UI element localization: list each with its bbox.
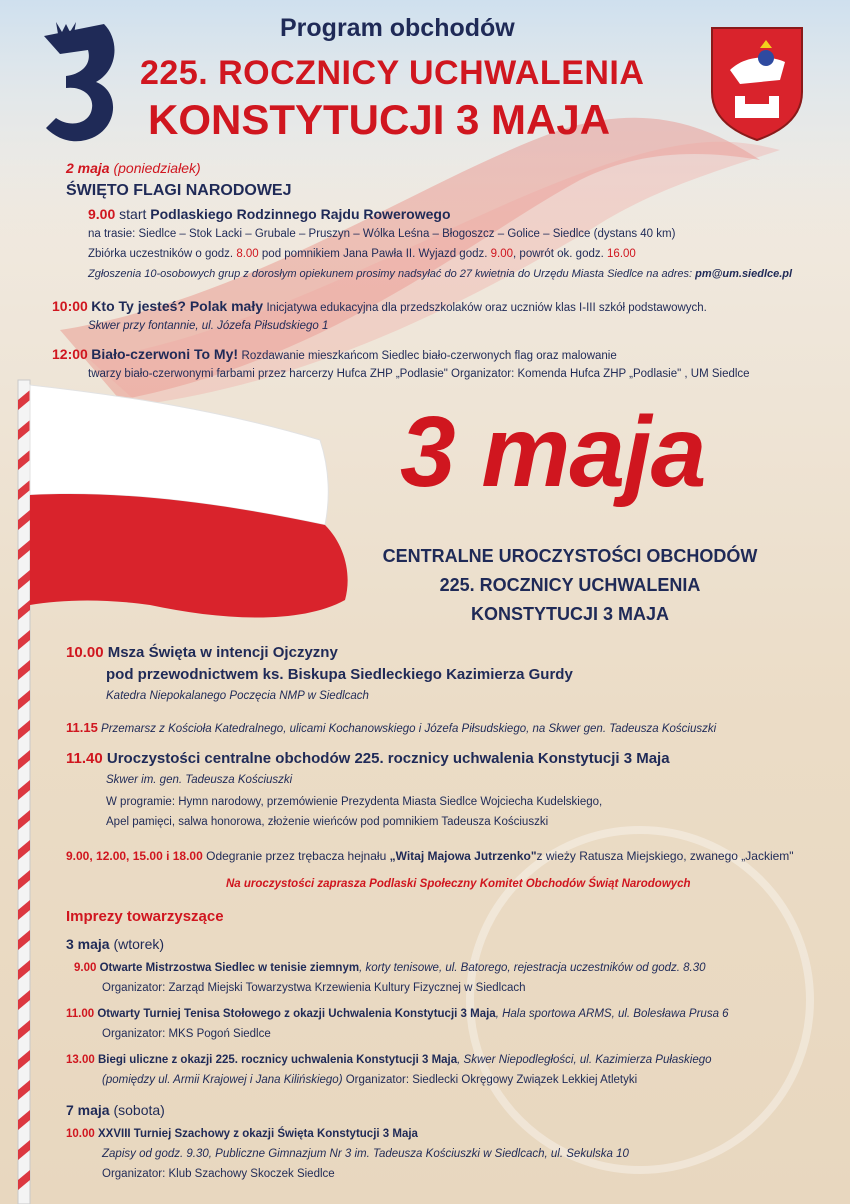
may2-event-1-gather [88,244,636,264]
may3-central-heading [330,542,810,629]
side-day2 [66,1102,165,1118]
side-event-2-org: Organizator: MKS Pogoń Siedlce [102,1028,271,1040]
event-desc: Przemarsz z Kościoła Katedralnego, ulicami Kochanowskiego i Józefa Piłsudskiego, na Skwer gen. Tadeusza Kościuszki [101,723,717,735]
side-event-3 [66,1050,712,1070]
event-title: Biało-czerwoni To My! [91,346,239,362]
side-day-date: 7 maja [66,1102,110,1118]
event-title: Otwarty Turniej Tenisa Stołowego z okazji Uchwalenia Konstytucji 3 Maja [97,1008,496,1020]
event-time: 10.00 [66,644,104,661]
event-desc: , Skwer Niepodległości, ul. Kazimierza Pułaskiego [457,1054,712,1066]
event-time: 11.15 [66,720,98,735]
event-time: 11.00 [66,1008,95,1020]
event-desc: , korty tenisowe, ul. Batorego, rejestracja uczestników od godz. 8.30 [359,962,706,974]
side-event-1-org: Organizator: Zarząd Miejski Towarzystwa Krzewienia Kultury Fizycznej w Siedlcach [102,982,526,994]
side-day-name: (sobota) [113,1102,165,1118]
event-org: Organizator: Siedlecki Okręgowy Związek Lekkiej Atletyki [345,1074,638,1086]
event-title: XXVIII Turniej Szachowy z okazji Święta Konstytucji 3 Maja [97,1128,418,1140]
event-pre: start [119,206,147,222]
event-title: Biegi uliczne z okazji 225. rocznicy uchwalenia Konstytucji 3 Maja [97,1054,458,1066]
gather-text: Zbiórka uczestników o godz. [88,248,234,260]
event-time: 9.00, 12.00, 15.00 i 18.00 [66,849,203,863]
may3-event-1 [66,642,338,664]
side-day1 [66,936,164,952]
may2-event-1-note [88,264,792,284]
event-desc: Odegranie przez trębacza hejnału [206,849,387,863]
event-desc: Inicjatywa edukacyjna dla przedszkolaków oraz uczniów klas I-III szkół podstawowych. [266,302,707,314]
side-event-4 [66,1124,418,1144]
side-day-date: 3 maja [66,936,110,952]
email-link[interactable]: pm@um.siedlce.pl [695,268,793,280]
gather-time: 8.00 [236,248,259,260]
may2-event-2-place: Skwer przy fontannie, ul. Józefa Piłsudskiego 1 [88,320,329,332]
header-subtitle: Program obchodów [280,14,515,42]
may3-event-3-prog1: W programie: Hymn narodowy, przemówienie Prezydenta Miasta Siedlce Wojciecha Kudelskiego, [106,796,603,808]
side-event-2 [66,1004,729,1024]
may2-day: (poniedziałek) [113,160,201,176]
gather-text: , powrót ok. godz. [513,248,604,260]
event-desc: , Hala sportowa ARMS, ul. Bolesława Prusa 6 [495,1008,729,1020]
event-desc: (pomiędzy ul. Armii Krajowej i Jana Kilińskiego) [102,1074,343,1086]
side-event-1 [74,958,706,978]
header-title-line2: KONSTYTUCJI 3 MAJA [148,96,611,143]
event-time: 10:00 [52,298,88,314]
coat-of-arms-icon [712,28,802,140]
may3-invite: Na uroczystości zaprasza Podlaski Społeczny Komitet Obchodów Świąt Narodowych [226,878,691,890]
may2-event-1 [88,204,451,224]
event-time: 10.00 [66,1128,95,1140]
may3-event-3-prog2: Apel pamięci, salwa honorowa, złożenie wieńców pod pomnikiem Tadeusza Kościuszki [106,816,549,828]
may3-event-3-place: Skwer im. gen. Tadeusza Kościuszki [106,774,293,786]
event-desc: z wieży Ratusza Miejskiego, zwanego „Jackiem" [536,849,794,863]
central-line: CENTRALNE UROCZYSTOŚCI OBCHODÓW [382,546,758,566]
event-title: Msza Święta w intencji Ojczyzny [107,644,338,661]
header-title-line1: 225. ROCZNICY UCHWALENIA [140,54,645,92]
event-time: 12:00 [52,346,88,362]
central-line: KONSTYTUCJI 3 MAJA [470,604,670,624]
may3-big-title: 3 maja [400,396,706,508]
event-time: 9.00 [74,962,97,974]
side-heading: Imprezy towarzyszące [66,908,224,925]
may2-event-3 [52,344,617,366]
may2-event-2 [52,296,707,318]
event-title: Podlaskiego Rodzinnego Rajdu Rowerowego [150,206,451,222]
may2-date-line [66,160,201,176]
event-title: „Witaj Majowa Jutrzenko" [389,849,537,863]
side-event-4-desc: Zapisy od godz. 9.30, Publiczne Gimnazjum Nr 3 im. Tadeusza Kościuszki w Siedlcach, ul. Sekulska 10 [102,1148,629,1160]
may2-event-1-route: na trasie: Siedlce – Stok Lacki – Grubale – Pruszyn – Wólka Leśna – Błogoszcz – Golice – Siedlce (dystans 40 km) [88,228,676,240]
event-title: Otwarte Mistrzostwa Siedlec w tenisie ziemnym [99,962,360,974]
side-day-name: (wtorek) [113,936,165,952]
gather-time: 9.00 [490,248,514,260]
event-time: 13.00 [66,1054,95,1066]
may2-date: 2 maja [66,160,110,176]
central-line: 225. ROCZNICY UCHWALENIA [439,575,701,595]
event-time: 9.00 [88,206,116,222]
note-text: Zgłoszenia 10-osobowych grup z dorosłym opiekunem prosimy nadsyłać do 27 kwietnia do Urzędu Miasta Siedlce na adres: [88,268,693,280]
may2-heading: ŚWIĘTO FLAGI NARODOWEJ [66,182,292,199]
event-title: Uroczystości centralne obchodów 225. rocznicy uchwalenia Konstytucji 3 Maja [106,750,670,767]
event-desc: Rozdawanie mieszkańcom Siedlec biało-czerwonych flag oraz malowanie [241,350,617,362]
event-time: 11.40 [66,750,103,767]
may3-event-2 [66,718,716,739]
may3-event-1-place: Katedra Niepokalanego Poczęcia NMP w Siedlcach [106,690,369,702]
side-event-4-org: Organizator: Klub Szachowy Skoczek Siedlce [102,1168,335,1180]
side-event-3-org [102,1070,637,1090]
gather-time: 16.00 [607,248,636,260]
may3-event-3 [66,748,670,770]
gather-text: pod pomnikiem Jana Pawła II. Wyjazd godz. [261,248,488,260]
event-title: Kto Ty jesteś? Polak mały [91,298,263,314]
may3-event-1-title2: pod przewodnictwem ks. Biskupa Siedleckiego Kazimierza Gurdy [106,666,573,683]
may3-event-4 [66,846,794,866]
may2-event-3-desc: twarzy biało-czerwonymi farbami przez harcerzy Hufca ZHP „Podlasie" Organizator: Komenda Hufca ZHP „Podlasie" , UM Siedlce [88,368,750,380]
